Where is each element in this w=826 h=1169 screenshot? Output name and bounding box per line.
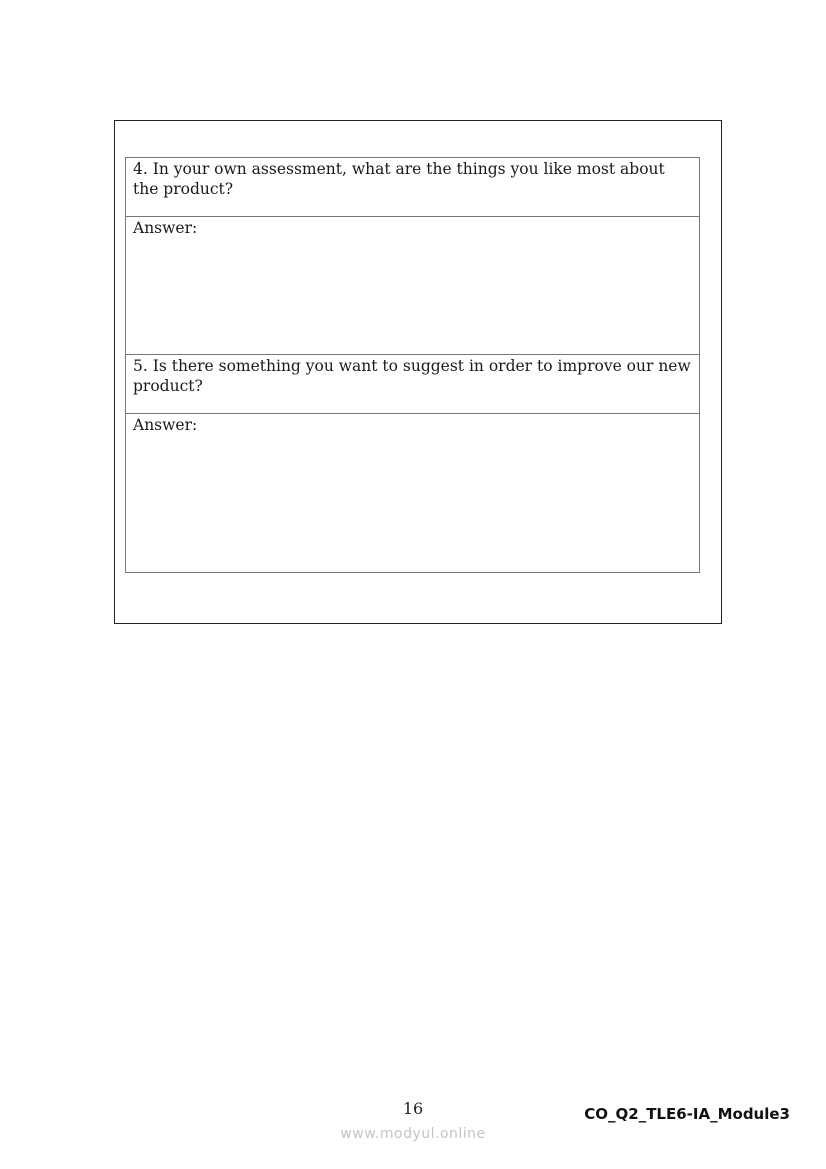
question-row — [126, 158, 700, 217]
answer-5-field[interactable]: Answer: — [126, 414, 700, 573]
module-code: CO_Q2_TLE6-IA_Module3 — [584, 1105, 790, 1123]
question-answer-table — [125, 157, 700, 573]
question-4-text: 4. In your own assessment, what are the things you like most about the product? — [126, 158, 700, 217]
answer-row — [126, 414, 700, 573]
answer-row — [126, 217, 700, 355]
watermark: www.modyul.online — [340, 1126, 486, 1142]
question-5-text: 5. Is there something you want to suggest in order to improve our new product? — [126, 355, 700, 414]
answer-4-field[interactable]: Answer: — [126, 217, 700, 355]
page-number: 16 — [402, 1099, 424, 1118]
question-row — [126, 355, 700, 414]
